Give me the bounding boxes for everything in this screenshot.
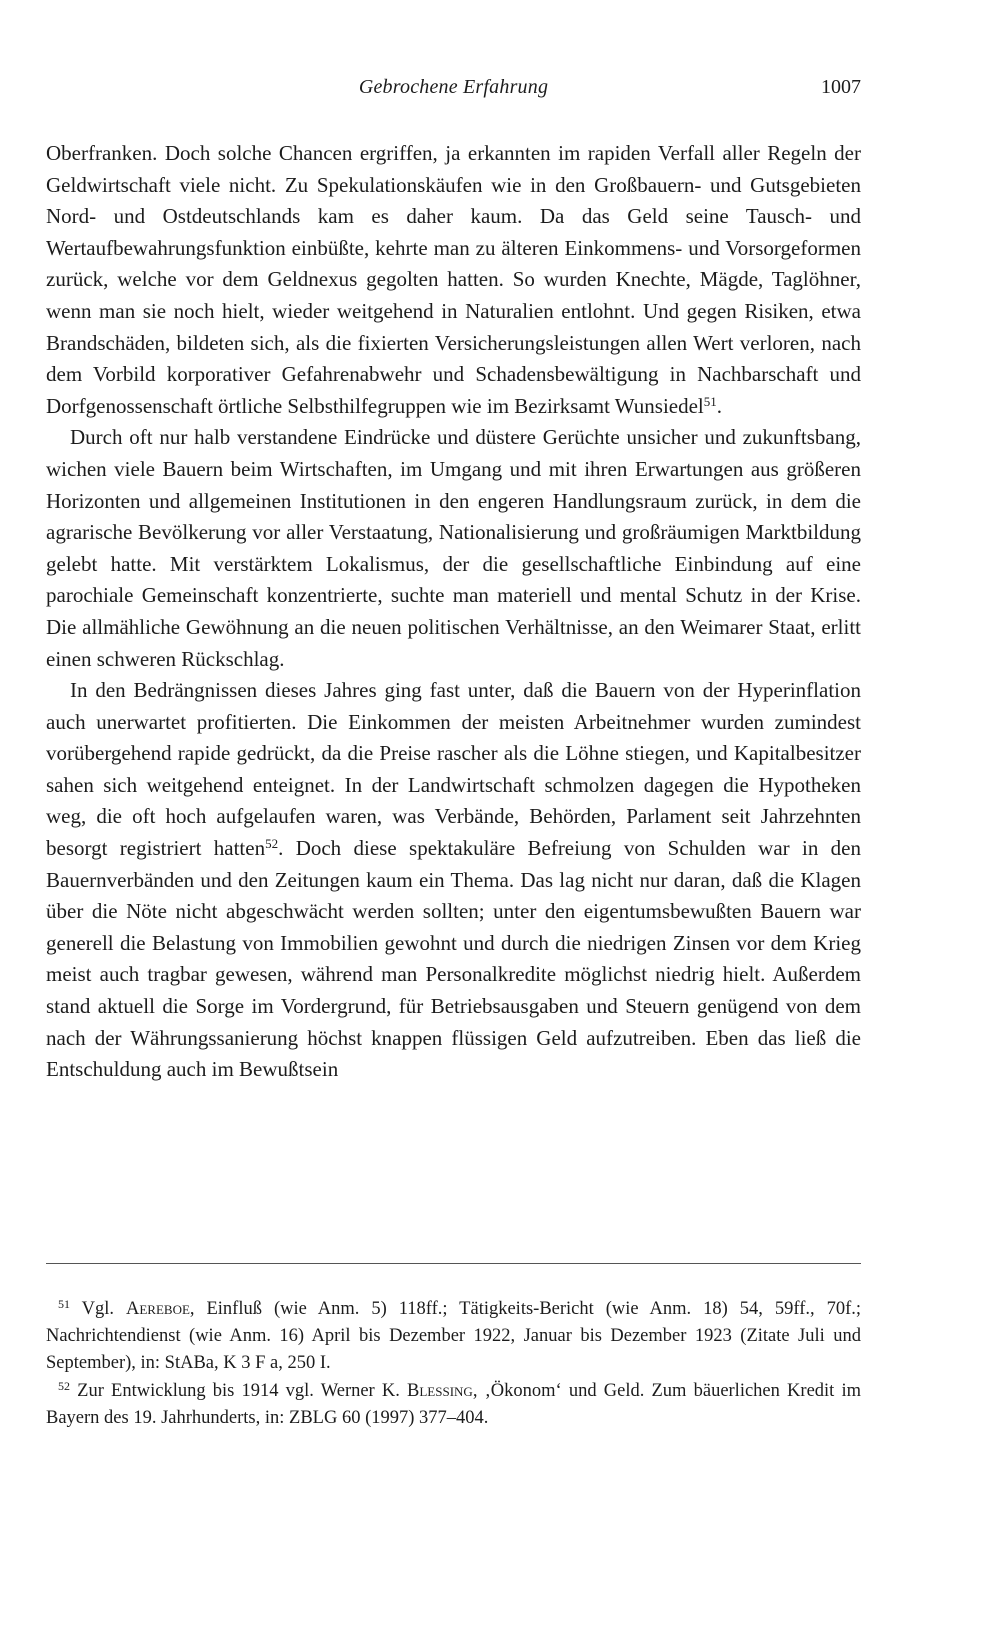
footnote [46, 1378, 861, 1432]
footnote-text: Vgl. [81, 1299, 126, 1319]
page-number: 1007 [821, 76, 861, 98]
paragraph-text: Durch oft nur halb verstandene Eindrücke und düstere Gerüchte unsicher und zukunftsbang, wichen viele Bauern beim Wirtschaften, im Umgang und mit ihren Erwartungen aus größeren Horizonten und allgemeinen Institutionen in den engeren Handlungsraum zurück, in dem die agrarische Bevölkerung vor aller Verstaatung, Nationalisierung und großräumigen Marktbildung gelebt hatte. Mit verstärktem Lokalismus, der die gesellschaftliche Einbindung auf eine parochiale Gemeinschaft konzentrierte, suchte man materiell und mental Schutz in der Krise. Die allmähliche Gewöhnung an die neuen politischen Verhältnisse, an den Weimarer Staat, erlitt einen schweren Rückschlag. [46, 425, 861, 671]
running-title: Gebrochene Erfahrung [358, 76, 549, 98]
footnote-author: Blessing [407, 1381, 473, 1402]
footnote-text: , Einfluß (wie Anm. 5) 118ff.; Tätigkeits-Bericht (wie Anm. 18) 54, 59ff., 70f.; Nachrichtendienst (wie Anm. 16) April bis Dezember 1922, Januar bis Dezember 1923 (Zitate Juli und September), in: StABa, K 3 F a, 250 I. [46, 1299, 861, 1373]
footnote-ref[interactable]: 51 [703, 393, 717, 409]
footnote-number: 51 [58, 1297, 70, 1311]
footnote-author: Aereboe [125, 1299, 190, 1319]
main-text [46, 138, 861, 1086]
footnote [46, 1296, 861, 1376]
paragraph [46, 138, 861, 422]
footnote-text: , ‚Ökonom‘ und Geld. Zum bäuerlichen Kredit im Bayern des 19. Jahrhunderts, in: ZBLG 60 (1997) 377–404. [46, 1381, 862, 1429]
paragraph-text: In den Bedrängnissen dieses Jahres ging fast unter, daß die Bauern von der Hyperinflation auch unerwartet profitierten. Die Einkommen der meisten Arbeitnehmer wurden zumindest vorübergehend rapide gedrückt, da die Preise rascher als die Löhne stiegen, und Kapitalbesitzer sahen sich weitgehend enteignet. In der Landwirtschaft schmolzen dagegen die Hypotheken weg, die oft hoch aufgelaufen waren, was Verbände, Behörden, Parlament seit Jahrzehnten besorgt registriert hatten [46, 678, 861, 861]
page-header [46, 76, 861, 112]
footnotes [46, 1296, 861, 1434]
footnote-divider [46, 1263, 861, 1264]
paragraph-text: Oberfranken. Doch solche Chancen ergriffen, ja erkannten im rapiden Verfall aller Regeln der Geldwirtschaft viele nicht. Zu Spekulationskäufen wie in den Großbauern- und Gutsgebieten Nord- und Ostdeutschlands kam es daher kaum. Da das Geld seine Tausch- und Wertaufbewahrungsfunktion einbüßte, kehrte man zu älteren Einkommens- und Vorsorgeformen zurück, welche vor dem Geldnexus gegolten hatten. So wurden Knechte, Mägde, Taglöhner, wenn man sie noch hielt, wieder weitgehend in Naturalien entlohnt. Und gegen Risiken, etwa Brandschäden, bildeten sich, als die fixierten Versicherungsleistungen allen Wert verloren, nach dem Vorbild korporativer Gefahrenabwehr und Schadensbewältigung in Nachbarschaft und Dorfgenossenschaft örtliche Selbsthilfegruppen wie im Bezirksamt Wunsiedel [46, 141, 861, 418]
paragraph [46, 675, 861, 1086]
footnote-ref[interactable]: 52 [265, 836, 279, 852]
paragraph [46, 422, 861, 675]
paragraph-text: . Doch diese spektakuläre Befreiung von Schulden war in den Bauernverbänden und den Zeitungen kaum ein Thema. Das lag nicht nur daran, daß die Klagen über die Nöte nicht abgeschwächt werden sollten; unter den eigentumsbewußten Bauern war generell die Belastung von Immobilien gewohnt und durch die niedrigen Zinsen vor dem Krieg meist auch tragbar gewesen, während man Personalkredite möglichst niedrig hielt. Außerdem stand aktuell die Sorge im Vordergrund, für Betriebsausgaben und Steuern genügend von dem nach der Währungssanierung höchst knappen flüssigen Geld aufzutreiben. Eben das ließ die Entschuldung auch im Bewußtsein [46, 836, 862, 1082]
footnote-number: 52 [58, 1379, 70, 1394]
footnote-text: Zur Entwicklung bis 1914 vgl. Werner K. [77, 1381, 408, 1402]
paragraph-text: . [716, 393, 723, 418]
